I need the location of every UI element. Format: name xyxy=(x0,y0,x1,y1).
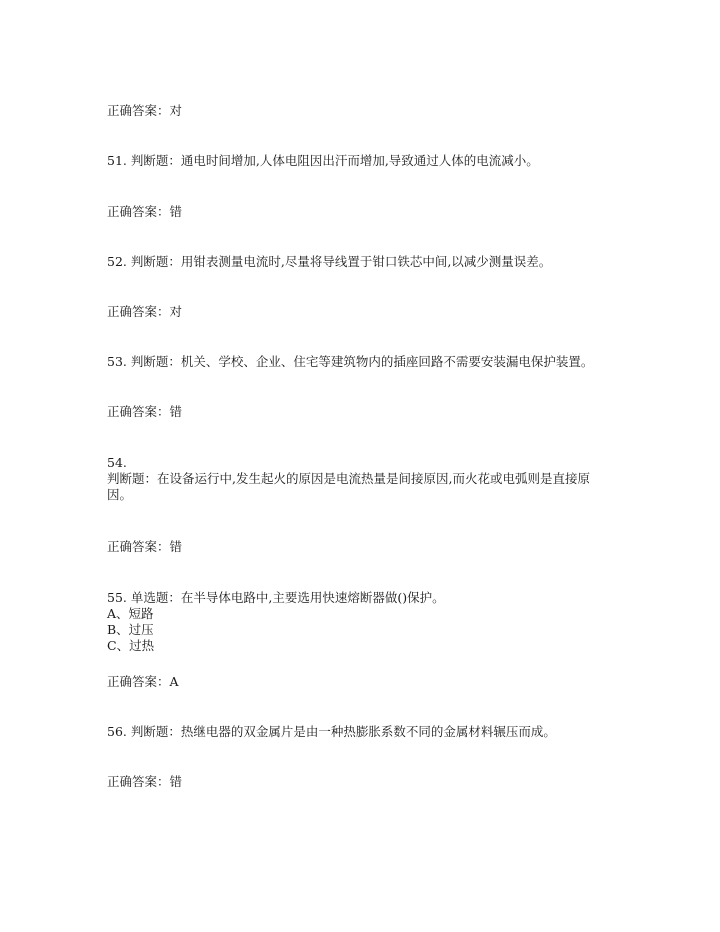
question-54-line2: 因。 xyxy=(107,487,133,502)
question-54-number: 54. xyxy=(107,455,127,470)
option-a: A、短路 xyxy=(107,606,154,621)
question-52: 52. 判断题：用钳表测量电流时,尽量将导线置于钳口铁芯中间,以减少测量误差。 xyxy=(107,254,552,269)
question-55 xyxy=(107,590,627,654)
option-c: C、过热 xyxy=(107,638,155,653)
question-53: 53. 判断题：机关、学校、企业、住宅等建筑物内的插座回路不需要安装漏电保护装置。 xyxy=(107,354,594,369)
answer-53: 正确答案：错 xyxy=(107,404,183,419)
answer-52: 正确答案：对 xyxy=(107,304,183,319)
question-54 xyxy=(107,455,627,503)
question-55-text: 55. 单选题：在半导体电路中,主要选用快速熔断器做()保护。 xyxy=(107,590,445,605)
question-51: 51. 判断题：通电时间增加,人体电阻因出汗而增加,导致通过人体的电流减小。 xyxy=(107,153,539,168)
option-b: B、过压 xyxy=(107,622,154,637)
answer-51: 正确答案：错 xyxy=(107,204,183,219)
answer-55: 正确答案：A xyxy=(107,674,179,689)
answer-54: 正确答案：错 xyxy=(107,539,183,554)
question-56: 56. 判断题：热继电器的双金属片是由一种热膨胀系数不同的金属材料辗压而成。 xyxy=(107,724,556,739)
answer-56: 正确答案：错 xyxy=(107,774,183,789)
answer-50: 正确答案：对 xyxy=(107,103,183,118)
question-54-line1: 判断题：在设备运行中,发生起火的原因是电流热量是间接原因,而火花或电弧则是直接原 xyxy=(107,471,590,486)
